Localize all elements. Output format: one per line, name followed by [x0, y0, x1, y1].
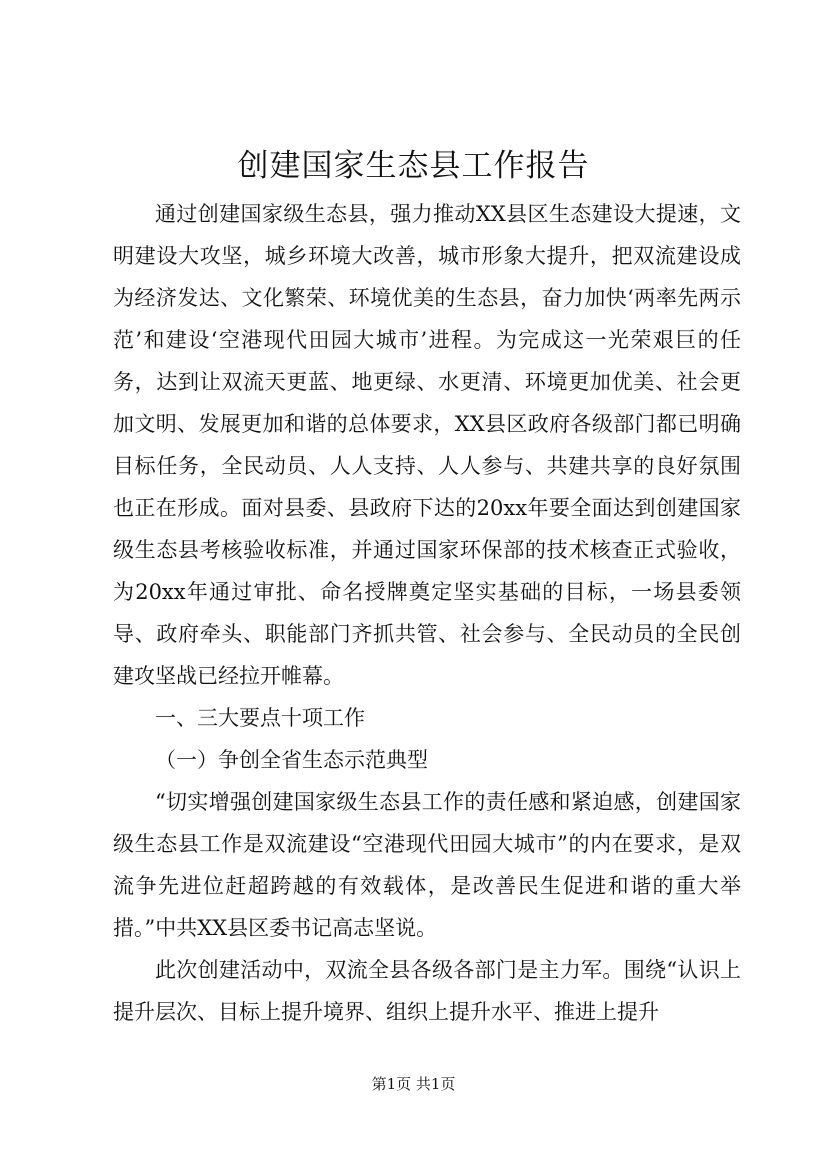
subsection-heading: （一）争创全省生态示范典型	[155, 748, 428, 772]
document-body	[113, 193, 741, 1033]
intro-paragraph: 通过创建国家级生态县，强力推动XX县区生态建设大提速，文明建设大攻坚，城乡环境大改善，城市形象大提升，把双流建设成为经济发达、文化繁荣、环境优美的生态县，奋力加快‘两率先两示范’和建设‘空港现代田园大城市’进程。为完成这一光荣艰巨的任务，达到让双流天更蓝、地更绿、水更清、环境更加优美、社会更加文明、发展更加和谐的总体要求，XX县区政府各级部门都已明确目标任务，全民动员、人人支持、人人参与、共建共享的良好氛围也正在形成。面对县委、县政府下达的20xx年要全面达到创建国家级生态县考核验收标准，并通过国家环保部的技术核查正式验收，为20xx年通过审批、命名授牌奠定坚实基础的目标，一场县委领导、政府牵头、职能部门齐抓共管、社会参与、全民动员的全民创建攻坚战已经拉开帷幕。	[113, 202, 741, 688]
body-paragraph: 此次创建活动中，双流全县各级各部门是主力军。围绕“认识上提升层次、目标上提升境界、组织上提升水平、推进上提升	[113, 958, 741, 1024]
page-footer: 第1页 共1页	[371, 1075, 456, 1093]
quote-paragraph: “切实增强创建国家级生态县工作的责任感和紧迫感，创建国家级生态县工作是双流建设“空港现代田园大城市”的内在要求，是双流争先进位赶超跨越的有效载体，是改善民生促进和谐的重大举措。”中共XX县区委书记高志坚说。	[113, 790, 741, 940]
document-title: 创建国家生态县工作报告	[237, 148, 590, 184]
section-heading: 一、三大要点十项工作	[155, 706, 365, 730]
